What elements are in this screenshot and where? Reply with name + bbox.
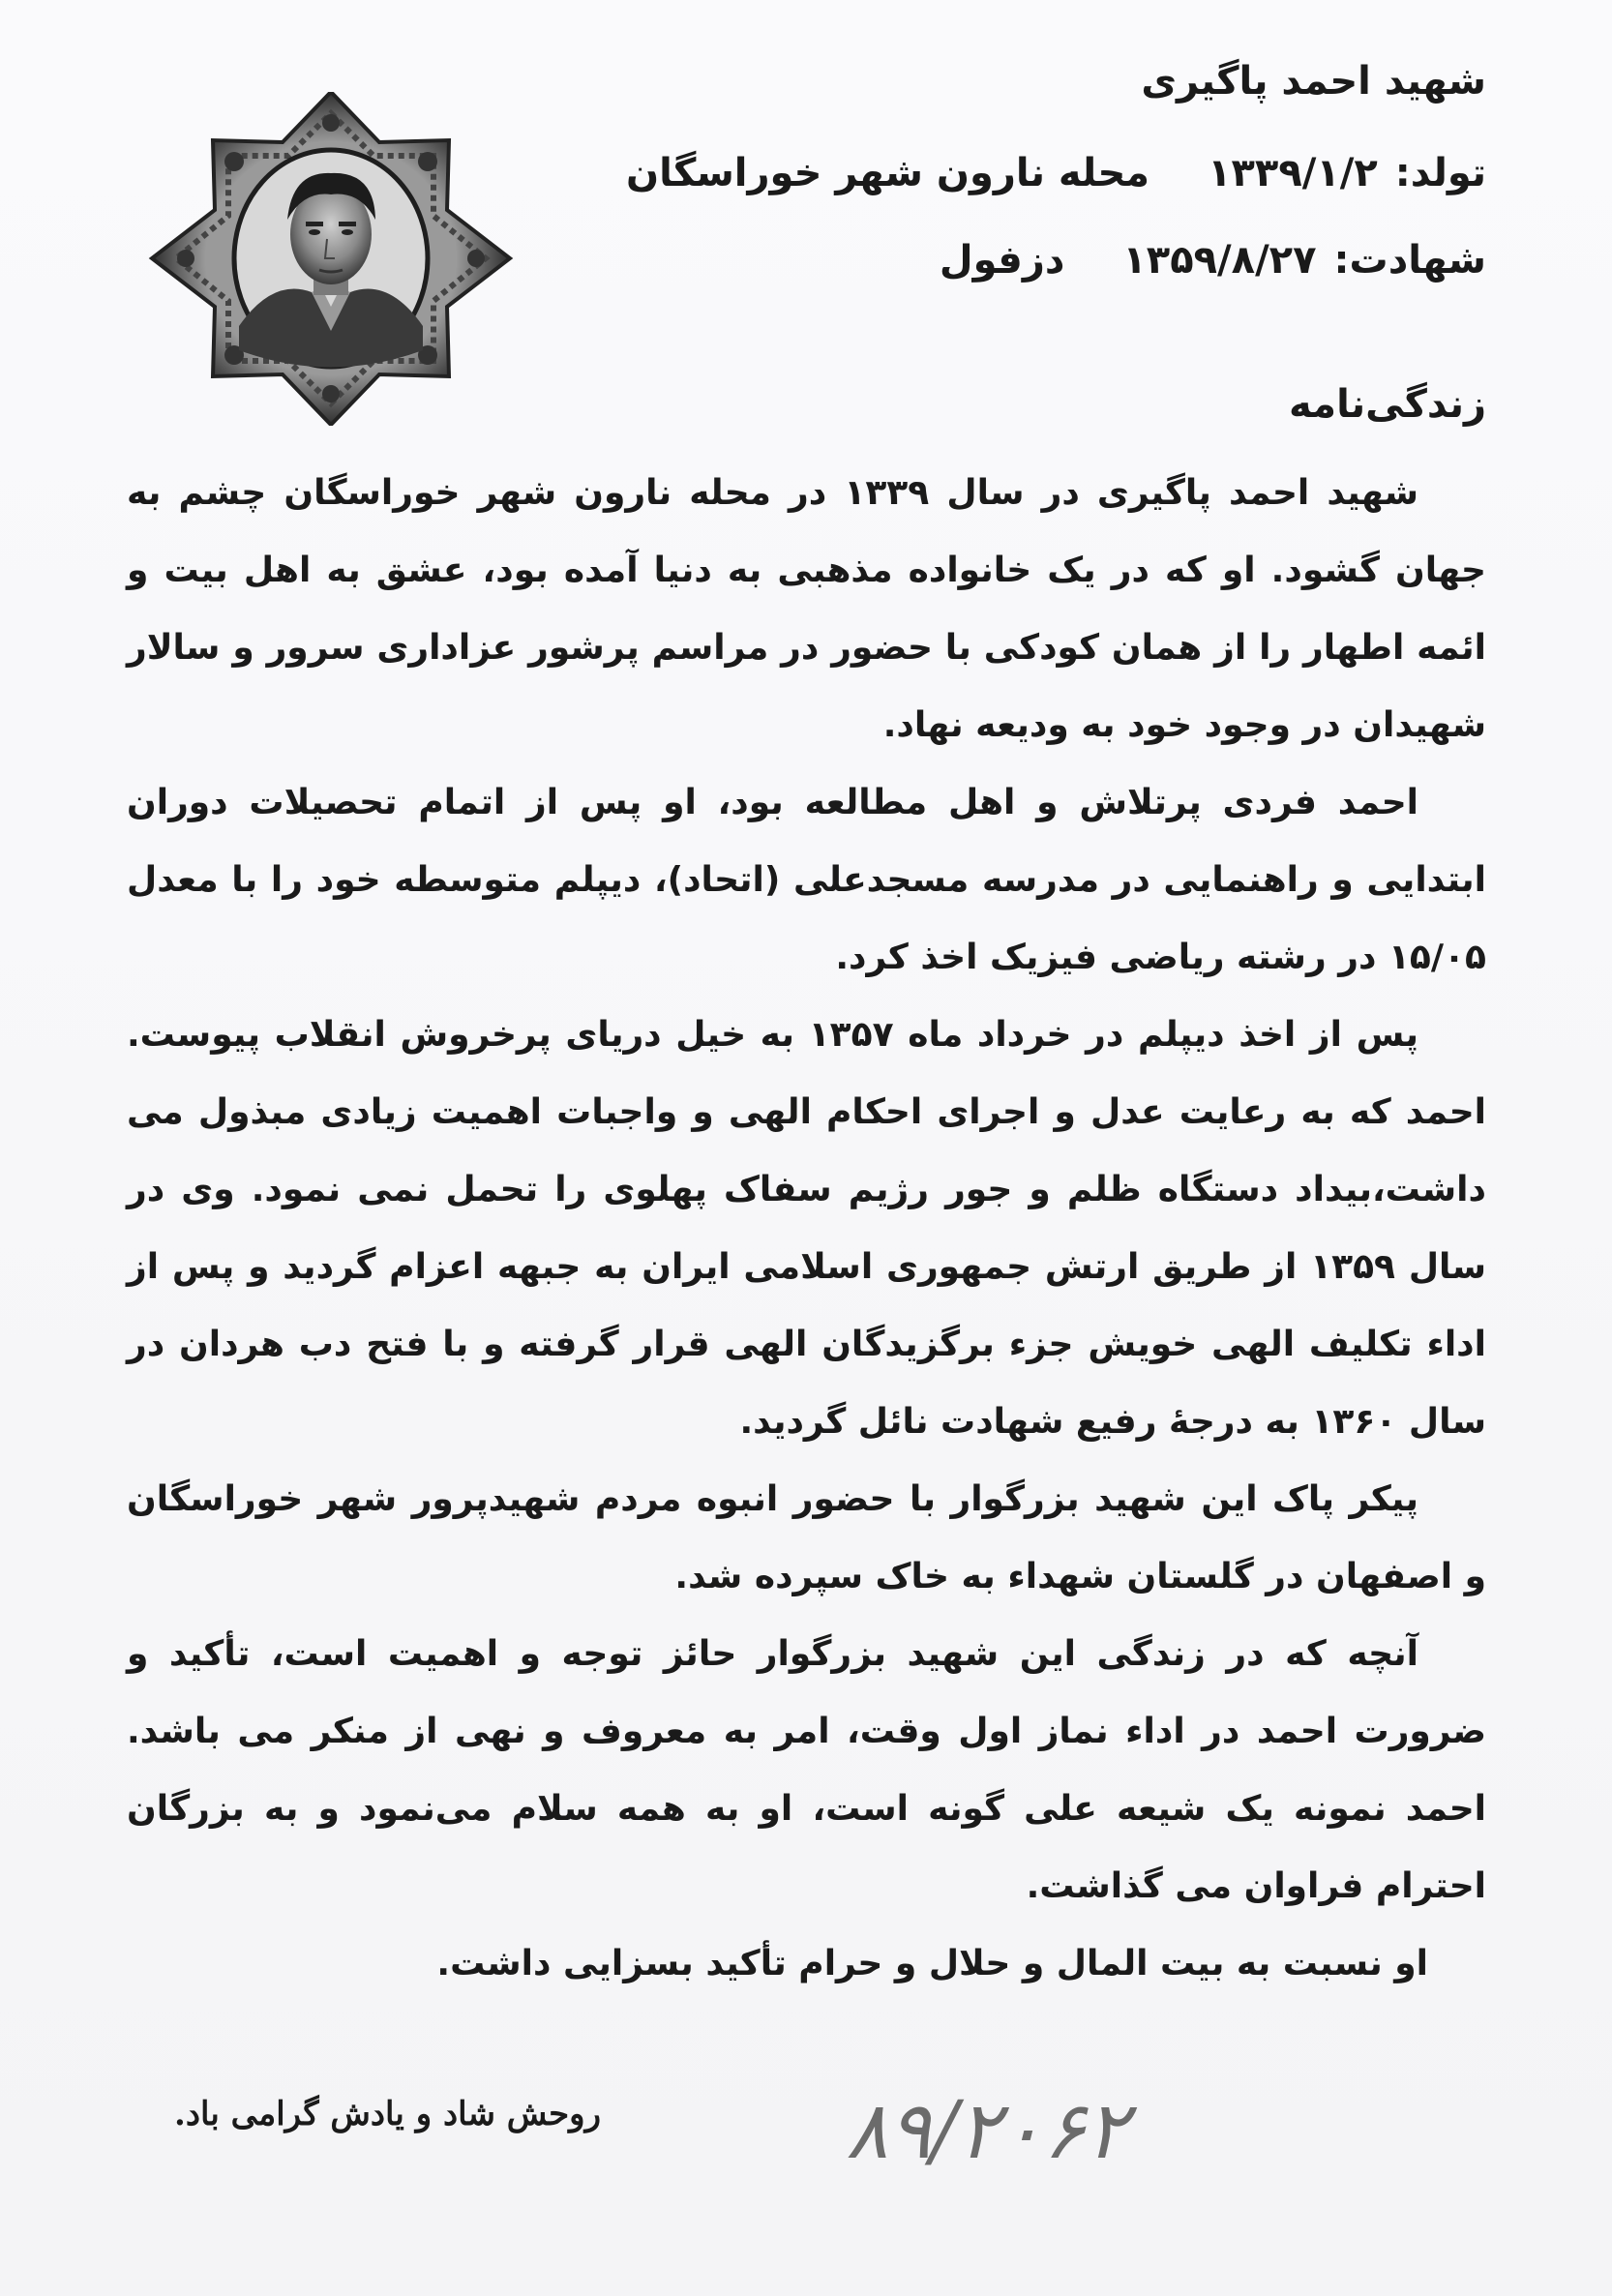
biography-body (127, 455, 1486, 2003)
paragraph: او نسبت به بیت المال و حلال و حرام تأکید بسزایی داشت. (436, 1944, 1428, 1983)
paragraph: پس از اخذ دیپلم در خرداد ماه ۱۳۵۷ به خیل دریای پرخروش انقلاب پیوست. احمد که به رعایت عدل و اجرای احکام الهی و واجبات اهمیت زیادی مبذول می داشت،بیداد دستگاه ظلم و جور رژیم سفاک پهلوی را تحمل نمی نمود. وی در سال ۱۳۵۹ از طریق ارتش جمهوری اسلامی ایران به جبهه اعزام گردید و پس از اداء تکلیف الهی خویش جزء برگزیدگان الهی قرار گرفته و با فتح دب هردان در سال ۱۳۶۰ به درجهٔ رفیع شهادت نائل گردید. (127, 1015, 1486, 1442)
paragraph: پیکر پاک این شهید بزرگوار با حضور انبوه مردم شهیدپرور شهر خوراسگان و اصفهان در گلستان شهداء به خاک سپرده شد. (127, 1479, 1486, 1596)
martyrdom-place: دزفول (939, 238, 1065, 283)
martyr-portrait (145, 92, 518, 426)
birth-place: محله نارون شهر خوراسگان (626, 151, 1150, 195)
paragraph: احمد فردی پرتلاش و اهل مطالعه بود، او پس از اتمام تحصیلات دوران ابتدایی و راهنمایی در مدرسه مسجدعلی (اتحاد)، دیپلم متوسطه خود را با معدل ۱۵/۰۵ در رشته ریاضی فیزیک اخذ کرد. (127, 783, 1486, 977)
handwritten-number: ۸۹/۲۰۶۲ (846, 2085, 1128, 2177)
martyrdom-label: شهادت: (1333, 238, 1486, 283)
biography-title: زندگی‌نامه (1289, 382, 1486, 427)
birth-label: تولد: (1394, 151, 1486, 195)
martyrdom-date: ۱۳۵۹/۸/۲۷ (1122, 238, 1317, 283)
martyrdom-info (519, 237, 1486, 283)
birth-date: ۱۳۳۹/۱/۲ (1208, 151, 1378, 195)
handwritten-note (793, 2075, 1180, 2182)
paragraph: آنچه که در زندگی این شهید بزرگوار حائز توجه و اهمیت است، تأکید و ضرورت احمد در اداء نماز اول وقت، امر به معروف و نهی از منکر می باشد. احمد نمونه یک شیعه علی گونه است، او به همه سلام می‌نمود و به بزرگان احترام فراوان می گذاشت. (127, 1634, 1486, 1906)
birth-info (519, 150, 1486, 196)
closing-line: روحش شاد و یادش گرامی باد. (174, 2095, 602, 2133)
paragraph: شهید احمد پاگیری در سال ۱۳۳۹ در محله نارون شهر خوراسگان چشم به جهان گشود. او که در یک خانواده مذهبی به دنیا آمده بود، عشق به اهل بیت و ائمه اطهار را از همان کودکی با حضور در مراسم پرشور عزاداری سرور و سالار شهیدان در وجود خود به ودیعه نهاد. (127, 473, 1486, 745)
martyr-name: شهید احمد پاگیری (1141, 59, 1486, 104)
